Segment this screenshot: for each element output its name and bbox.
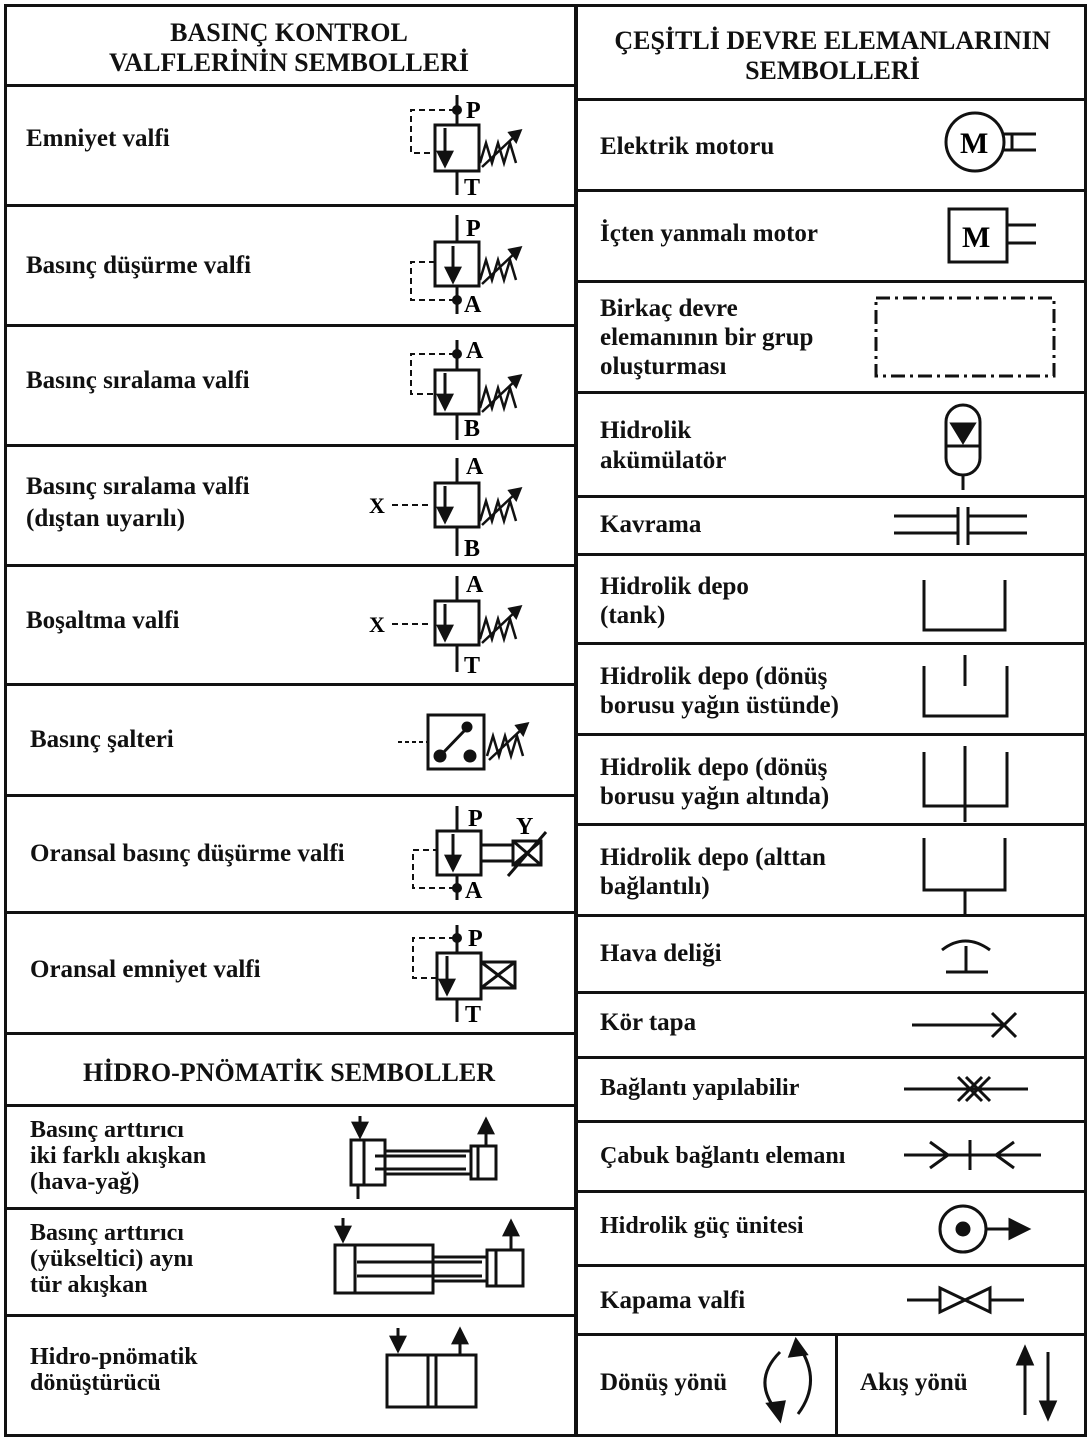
label-line: Hidrolik depo [600,573,749,600]
label-line: Hidro-pnömatik [30,1344,198,1370]
power-unit-icon [940,1206,1028,1252]
label-line: bağlantılı) [600,873,710,900]
label-line: Hidrolik depo (dönüş [600,663,828,690]
pressure-intensifier-air-oil-icon [351,1116,496,1199]
label-kor-tapa: Kör tapa [600,1009,697,1036]
port-label: A [466,572,484,598]
left-header-line1: BASINÇ KONTROL [170,18,408,47]
label-line: oluşturması [600,353,727,380]
proportional-relief-valve-icon [413,925,515,1022]
label-line: Hidrolik [600,417,692,444]
port-label: P [466,216,481,242]
unloading-valve-icon [392,576,520,672]
label-line: (yükseltici) aynı [30,1246,194,1272]
tank-icon [924,580,1005,630]
port-label: A [464,292,482,318]
label-line: (hava-yağ) [30,1169,140,1195]
right-header-line1: ÇEŞİTLİ DEVRE ELEMANLARININ [614,26,1051,55]
motor-letter: M [960,127,989,160]
label-donus-yonu: Dönüş yönü [600,1369,728,1396]
air-vent-icon [942,941,990,972]
hidro-pnomatik-header: HİDRO-PNÖMATİK SEMBOLLER [83,1058,495,1087]
label-line: Birkaç devre [600,295,738,322]
port-label: B [464,416,481,442]
label-line: borusu yağın üstünde) [600,692,839,719]
port-label: A [466,338,484,364]
pressure-switch-icon [398,715,527,769]
port-label: Y [516,814,534,840]
label-oransal-dusurme: Oransal basınç düşürme valfi [30,840,345,867]
left-header-line2: VALFLERİNİN SEMBOLLERİ [108,48,469,77]
port-label: A [465,878,483,904]
label-oransal-emniyet: Oransal emniyet valfi [30,956,261,983]
label-line: Basınç arttırıcı [30,1117,184,1143]
label-bosaltma-valfi: Boşaltma valfi [26,607,180,634]
label-guc-unitesi: Hidrolik güç ünitesi [600,1213,804,1239]
port-label: T [465,1002,482,1028]
label-baglanti-yapilabilir: Bağlantı yapılabilir [600,1075,800,1101]
label-kavrama: Kavrama [600,511,702,538]
label-basinc-siralama-valfi: Basınç sıralama valfi [26,367,250,394]
label-emniyet-valfi: Emniyet valfi [26,125,170,152]
port-label: T [464,653,481,679]
accumulator-icon [946,405,980,490]
right-header-line2: SEMBOLLERİ [745,56,920,85]
label-line: dönüştürücü [30,1370,161,1396]
flow-direction-icon [1018,1348,1055,1418]
label-akis-yonu: Akış yönü [860,1369,968,1396]
shutoff-valve-icon [907,1288,1024,1312]
label-line: Hidrolik depo (dönüş [600,754,828,781]
label-line: Basınç arttırıcı [30,1220,184,1246]
port-label: P [468,806,483,832]
label-icten-yanmali-motor: İçten yanmalı motor [600,220,819,247]
label-line: borusu yağın altında) [600,783,830,810]
rotation-direction-icon [765,1340,811,1420]
label-line: (tank) [600,602,666,629]
quick-coupling-icon [904,1140,1041,1170]
external-sequence-valve-icon [392,458,520,556]
motor-letter: M [962,221,991,254]
label-basinc-dusurme-valfi: Basınç düşürme valfi [26,252,252,279]
hydro-pneumatic-converter-icon [387,1328,476,1407]
label-line: elemanının bir grup [600,324,814,351]
port-label: P [468,926,483,952]
pressure-intensifier-same-fluid-icon [335,1218,523,1293]
port-label: B [464,536,481,562]
clutch-icon [894,507,1027,545]
tank-return-above-icon [924,655,1007,716]
port-label: X [369,612,385,637]
label-hava-deligi: Hava deliği [600,940,722,967]
port-label: A [466,454,484,480]
label-cabuk-baglanti: Çabuk bağlantı elemanı [600,1143,846,1169]
port-label: T [464,175,481,201]
label-line: tür akışkan [30,1272,148,1298]
label-elektrik-motoru: Elektrik motoru [600,133,775,160]
tank-return-below-icon [924,746,1007,822]
port-label: P [466,98,481,124]
label-kapama-valfi: Kapama valfi [600,1287,746,1314]
label-line: Hidrolik depo (alttan [600,844,826,871]
label-siralama-distan-2: (dıştan uyarılı) [26,505,186,532]
connection-possible-icon [904,1077,1028,1101]
port-label: X [369,493,385,518]
label-line: akümülatör [600,447,727,474]
blind-plug-icon [912,1013,1016,1037]
label-line: iki farklı akışkan [30,1143,207,1169]
group-boundary-icon [876,298,1054,376]
label-siralama-distan-1: Basınç sıralama valfi [26,473,250,500]
label-basinc-salteri: Basınç şalteri [30,726,174,753]
tank-bottom-connection-icon [924,838,1005,914]
